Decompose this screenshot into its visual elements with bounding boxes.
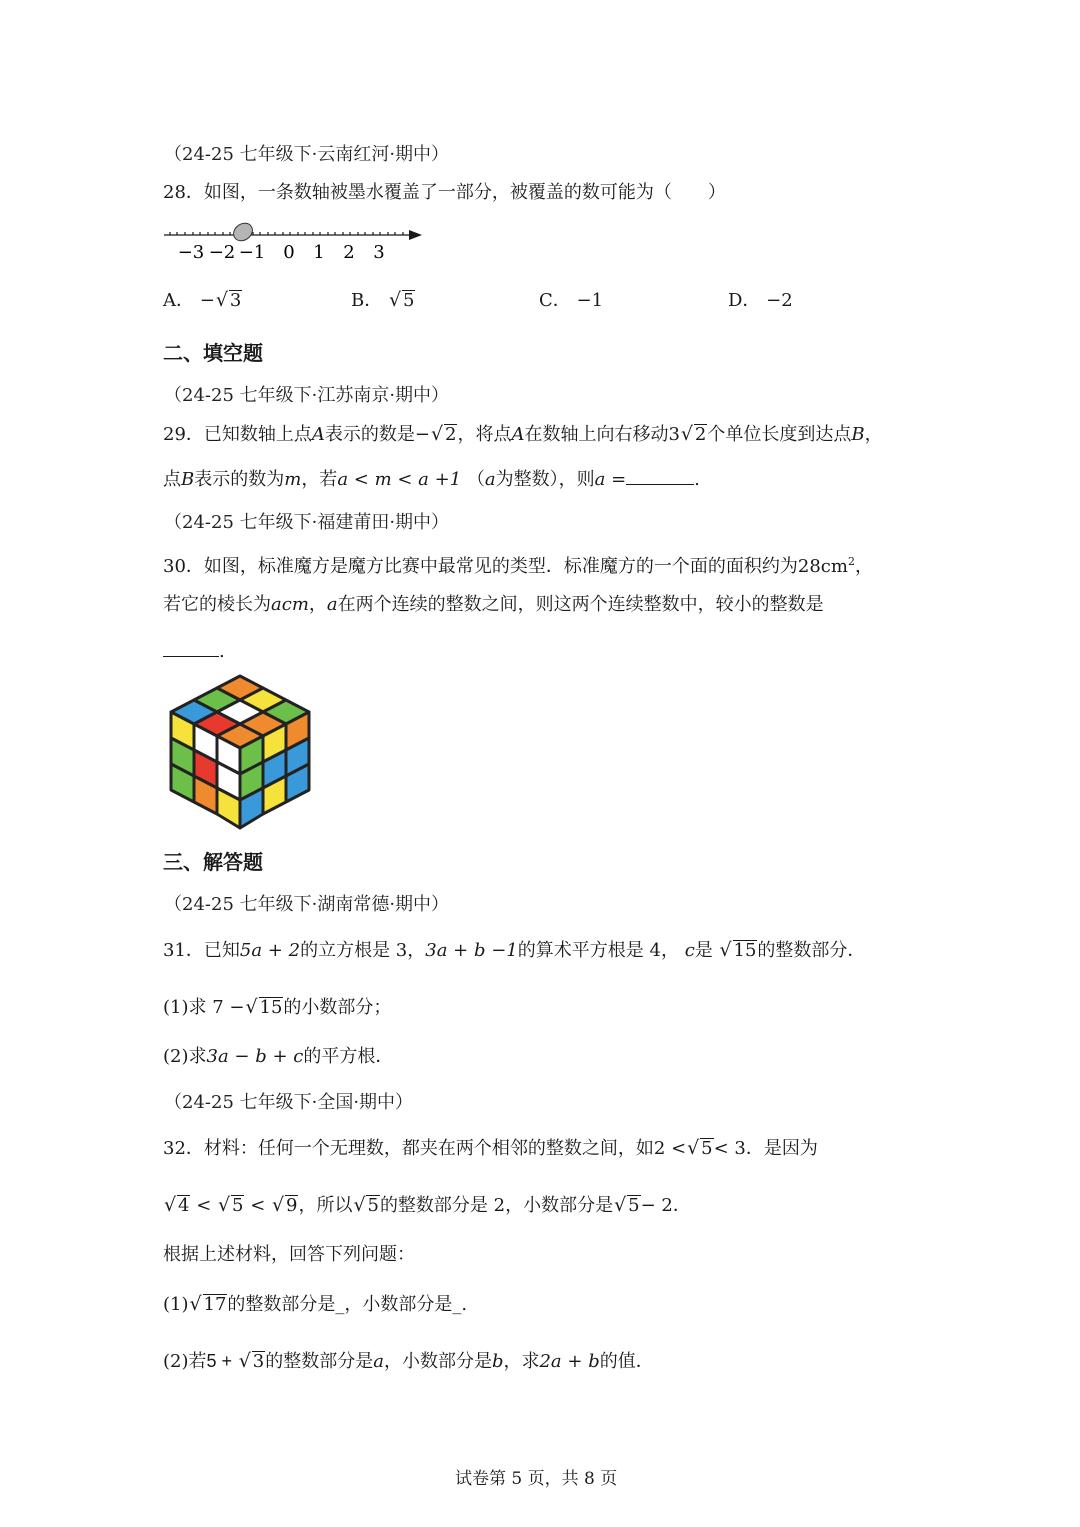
axis-arrow-icon [409, 230, 422, 240]
option-value: −1 [576, 290, 604, 311]
sqrt-symbol: √ 2 [431, 423, 457, 447]
option-value: −2 [766, 290, 793, 311]
q28-option-c[interactable] [539, 289, 603, 313]
q30-line1: 30．如图，标准魔方是魔方比赛中最常见的类型．标准魔方的一个面的面积约为$28cm^2$， [163, 555, 873, 577]
q32-line1: 32．材料：任何一个无理数，都夹在两个相邻的整数之间，如2 <√ 5< 3．是因为 [163, 1137, 818, 1161]
sqrt-symbol: √ 5 [614, 1194, 640, 1218]
q29-line1: 29．已知数轴上点A表示的数是−√ 2，将点A在数轴上向右移动3√ 2个单位长度到达点B， [163, 423, 883, 447]
q28-option-b[interactable] [351, 289, 415, 313]
sqrt-symbol: √ 5 [389, 289, 415, 313]
sqrt-symbol: √ 5 [218, 1194, 244, 1218]
axis-label: −1 [238, 242, 266, 263]
answer-blank[interactable] [163, 638, 219, 657]
q30-line2: 若它的棱长为acm，a在两个连续的整数之间，则这两个连续整数中，较小的整数是 [163, 594, 824, 615]
q32-part1: (1)√ 17的整数部分是_，小数部分是_. [163, 1293, 467, 1317]
axis-label: 0 [283, 242, 295, 263]
sqrt-symbol: √ 17 [190, 1293, 228, 1317]
q28-option-d[interactable] [728, 289, 793, 313]
sqrt-symbol: √ 15 [246, 996, 284, 1020]
q28-stem: 28．如图，一条数轴被墨水覆盖了一部分，被覆盖的数可能为（ ） [163, 182, 726, 203]
option-letter: B． [351, 290, 383, 311]
q31-stem: 31．已知5a + 2的立方根是 3，3a + b −1的算术平方根是 4， c是 √ 15的整数部分． [163, 939, 865, 963]
sqrt-symbol: √ 5 [687, 1137, 713, 1161]
q30-source: （24-25 七年级下·福建莆田·期中） [164, 512, 450, 533]
section-heading-answer: 三、解答题 [163, 850, 263, 874]
q28-source: （24-25 七年级下·云南红河·期中） [164, 144, 450, 165]
ink-blot [230, 220, 256, 245]
q32-line3: 根据上述材料，回答下列问题： [163, 1244, 415, 1265]
sqrt-symbol: √ 5 [353, 1194, 379, 1218]
option-letter: A． [163, 290, 194, 311]
rubiks-cube-image [163, 670, 317, 838]
q32-part2: (2)若5 + √ 3的整数部分是a，小数部分是b，求2a + b的值． [163, 1349, 654, 1374]
axis-label: 1 [313, 242, 325, 263]
axis-label: −3 [177, 242, 205, 263]
q32-line2: √ 4 < √ 5 < √ 9，所以√ 5的整数部分是 2，小数部分是√ 5− 2． [163, 1194, 691, 1218]
sqrt-symbol: √ 3 [216, 289, 242, 313]
axis-label: 2 [343, 242, 355, 263]
q29-source: （24-25 七年级下·江苏南京·期中） [164, 385, 450, 406]
q31-source: （24-25 七年级下·湖南常德·期中） [164, 894, 450, 915]
q30-line3: . [163, 638, 225, 664]
option-letter: C． [539, 290, 571, 311]
section-heading-fill-in: 二、填空题 [163, 341, 263, 365]
sqrt-symbol: √ 15 [720, 939, 758, 963]
q31-part2: (2)求3a − b + c的平方根． [163, 1046, 394, 1067]
axis-label: −2 [208, 242, 236, 263]
q32-source: （24-25 七年级下·全国·期中） [164, 1092, 414, 1113]
q29-line2: 点B表示的数为m，若a < m < a +1 （a为整数），则a = . [163, 466, 700, 492]
page-footer: 试卷第 5 页，共 8 页 [455, 1469, 618, 1489]
sqrt-symbol: √ 4 [164, 1194, 190, 1218]
q31-part1: (1)求 7 −√ 15的小数部分； [163, 996, 391, 1020]
option-prefix: − [199, 290, 215, 311]
q28-option-a[interactable] [163, 289, 242, 313]
axis-label: 3 [373, 242, 385, 263]
number-line-figure [160, 218, 430, 266]
sqrt-symbol: √ 9 [272, 1194, 298, 1218]
answer-blank[interactable] [626, 466, 694, 485]
sqrt-symbol: √ 3 [239, 1350, 265, 1374]
option-letter: D． [728, 290, 761, 311]
sqrt-symbol: √ 2 [681, 423, 707, 447]
